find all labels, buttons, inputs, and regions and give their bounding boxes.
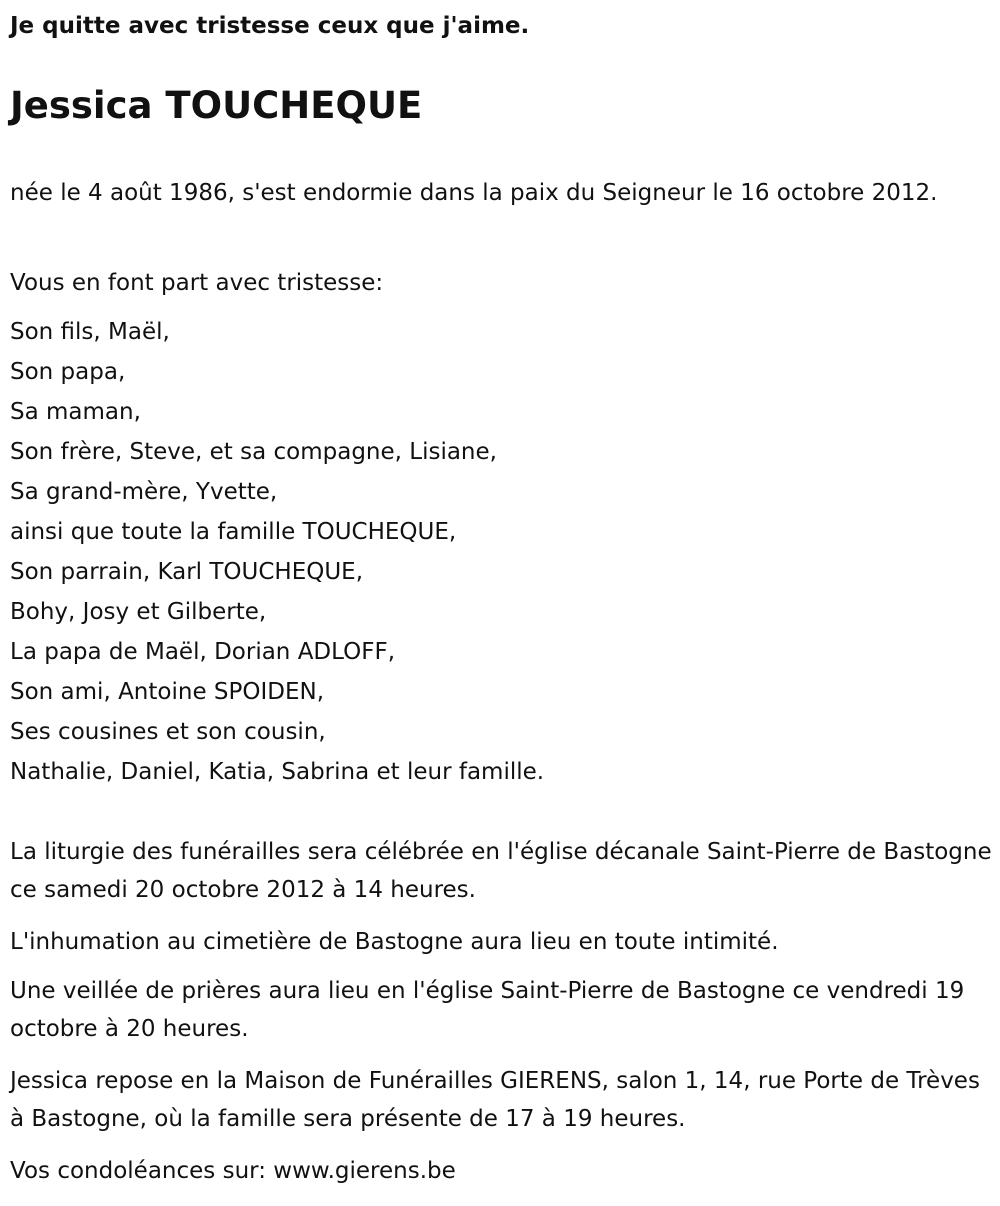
family-member: Son ami, Antoine SPOIDEN, bbox=[10, 679, 325, 705]
birth-death-paragraph: née le 4 août 1986, s'est endormie dans la paix du Seigneur le 16 octobre 2012. bbox=[10, 180, 938, 206]
repose-paragraph: Jessica repose en la Maison de Funérailles GIERENS, salon 1, 14, rue Porte de Trèves à Bastogne, où la famille sera présente de 17 à 19 heures. bbox=[10, 1068, 980, 1132]
condolences-line: Vos condoléances sur: www.gierens.be bbox=[10, 1158, 456, 1184]
family-member: Bohy, Josy et Gilberte, bbox=[10, 599, 267, 625]
epigraph: Je quitte avec tristesse ceux que j'aime. bbox=[10, 13, 530, 39]
family-member: Sa grand-mère, Yvette, bbox=[10, 479, 278, 505]
family-member: Nathalie, Daniel, Katia, Sabrina et leur famille. bbox=[10, 759, 545, 785]
burial-paragraph: L'inhumation au cimetière de Bastogne aura lieu en toute intimité. bbox=[10, 929, 779, 955]
family-member: Ses cousines et son cousin, bbox=[10, 719, 326, 745]
family-member: Son fils, Maël, bbox=[10, 319, 170, 345]
family-member: Son papa, bbox=[10, 359, 126, 385]
family-member: Son frère, Steve, et sa compagne, Lisiane, bbox=[10, 439, 497, 465]
family-member: La papa de Maël, Dorian ADLOFF, bbox=[10, 639, 396, 665]
vigil-paragraph: Une veillée de prières aura lieu en l'église Saint-Pierre de Bastogne ce vendredi 19 octobre à 20 heures. bbox=[10, 978, 965, 1042]
family-member: Son parrain, Karl TOUCHEQUE, bbox=[10, 559, 364, 585]
family-member: ainsi que toute la famille TOUCHEQUE, bbox=[10, 519, 457, 545]
family-member: Sa maman, bbox=[10, 399, 141, 425]
announcement-intro: Vous en font part avec tristesse: bbox=[10, 270, 384, 296]
liturgy-paragraph: La liturgie des funérailles sera célébrée en l'église décanale Saint-Pierre de Bastogne ce samedi 20 octobre 2012 à 14 heures. bbox=[10, 839, 992, 903]
deceased-name: Jessica TOUCHEQUE bbox=[10, 84, 423, 127]
family-list bbox=[10, 312, 544, 792]
